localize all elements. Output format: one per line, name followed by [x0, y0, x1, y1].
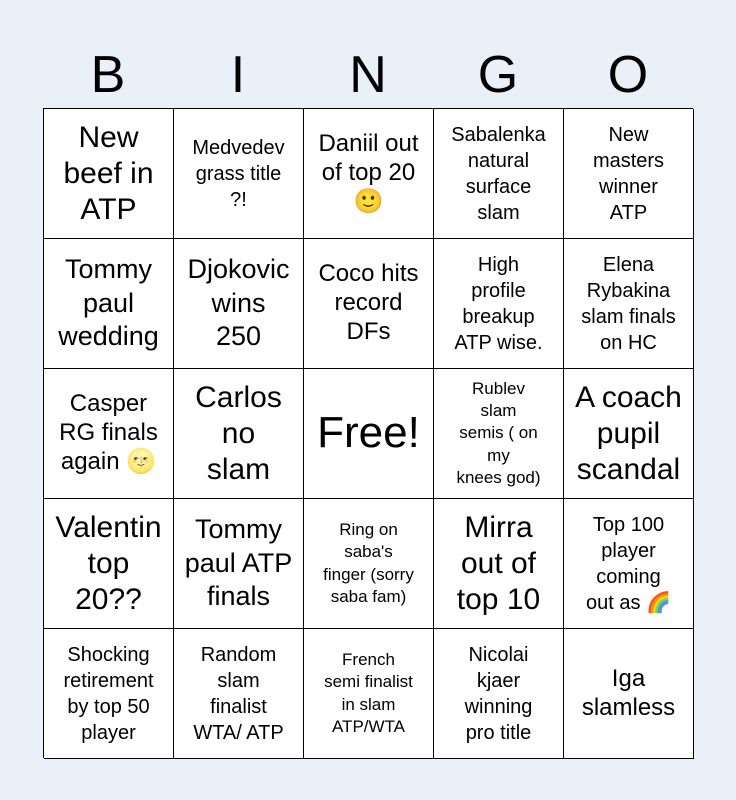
bingo-grid: [43, 108, 693, 758]
cell-text: French semi finalist in slam ATP/WTA: [324, 650, 413, 736]
cell-text: High profile breakup ATP wise.: [454, 253, 543, 354]
cell-text: Medvedev grass title ?!: [192, 136, 285, 211]
bingo-cell-r3c5[interactable]: [564, 369, 694, 499]
header-letter-b: B: [90, 46, 126, 104]
bingo-cell-r3c4[interactable]: [434, 369, 564, 499]
bingo-header: [43, 42, 693, 108]
bingo-cell-r1c2[interactable]: [174, 109, 304, 239]
cell-text: Iga slamless: [581, 664, 676, 721]
bingo-cell-r5c3[interactable]: [304, 629, 434, 759]
cell-text: Djokovic wins 250: [187, 253, 290, 352]
cell-text: Top 100 player coming out as 🌈: [586, 513, 671, 614]
bingo-cell-r1c4[interactable]: [434, 109, 564, 239]
bingo-cell-r2c5[interactable]: [564, 239, 694, 369]
bingo-cell-free[interactable]: [304, 369, 434, 499]
cell-text: Free!: [317, 408, 420, 458]
bingo-cell-r4c3[interactable]: [304, 499, 434, 629]
bingo-cell-r2c3[interactable]: [304, 239, 434, 369]
bingo-cell-r4c5[interactable]: [564, 499, 694, 629]
cell-text: Carlos no slam: [195, 380, 282, 486]
cell-text: Sabalenka natural surface slam: [451, 123, 546, 224]
cell-text: Tommy paul wedding: [58, 253, 159, 352]
cell-text: New beef in ATP: [63, 120, 154, 226]
header-letter-g: G: [477, 46, 519, 104]
bingo-cell-r2c2[interactable]: [174, 239, 304, 369]
bingo-cell-r3c2[interactable]: [174, 369, 304, 499]
bingo-cell-r5c5[interactable]: [564, 629, 694, 759]
bingo-cell-r5c2[interactable]: [174, 629, 304, 759]
cell-text: Random slam finalist WTA/ ATP: [193, 643, 284, 744]
cell-text: Shocking retirement by top 50 player: [63, 643, 154, 744]
cell-text: Elena Rybakina slam finals on HC: [581, 253, 676, 354]
bingo-cell-r1c5[interactable]: [564, 109, 694, 239]
bingo-cell-r4c2[interactable]: [174, 499, 304, 629]
cell-text: Ring on saba's finger (sorry saba fam): [323, 520, 414, 606]
cell-text: Casper RG finals again 🌝: [59, 390, 158, 475]
cell-text: Valentin top 20??: [55, 510, 162, 616]
bingo-cell-r4c1[interactable]: [44, 499, 174, 629]
header-letter-n: N: [349, 46, 387, 104]
cell-text: Coco hits record DFs: [318, 260, 419, 345]
bingo-cell-r4c4[interactable]: [434, 499, 564, 629]
bingo-cell-r2c4[interactable]: [434, 239, 564, 369]
bingo-cell-r5c1[interactable]: [44, 629, 174, 759]
cell-text: A coach pupil scandal: [575, 380, 682, 486]
header-letter-i: I: [230, 46, 246, 104]
header-letter-o: O: [607, 46, 649, 104]
cell-text: Mirra out of top 10: [456, 510, 541, 616]
cell-text: Daniil out of top 20 🙂: [318, 130, 419, 215]
bingo-cell-r5c4[interactable]: [434, 629, 564, 759]
bingo-cell-r3c1[interactable]: [44, 369, 174, 499]
cell-text: New masters winner ATP: [592, 123, 665, 224]
bingo-cell-r1c3[interactable]: [304, 109, 434, 239]
bingo-cell-r2c1[interactable]: [44, 239, 174, 369]
cell-text: Nicolai kjaer winning pro title: [464, 643, 533, 744]
cell-text: Rublev slam semis ( on my knees god): [456, 379, 541, 487]
cell-text: Tommy paul ATP finals: [184, 513, 293, 612]
bingo-cell-r1c1[interactable]: [44, 109, 174, 239]
